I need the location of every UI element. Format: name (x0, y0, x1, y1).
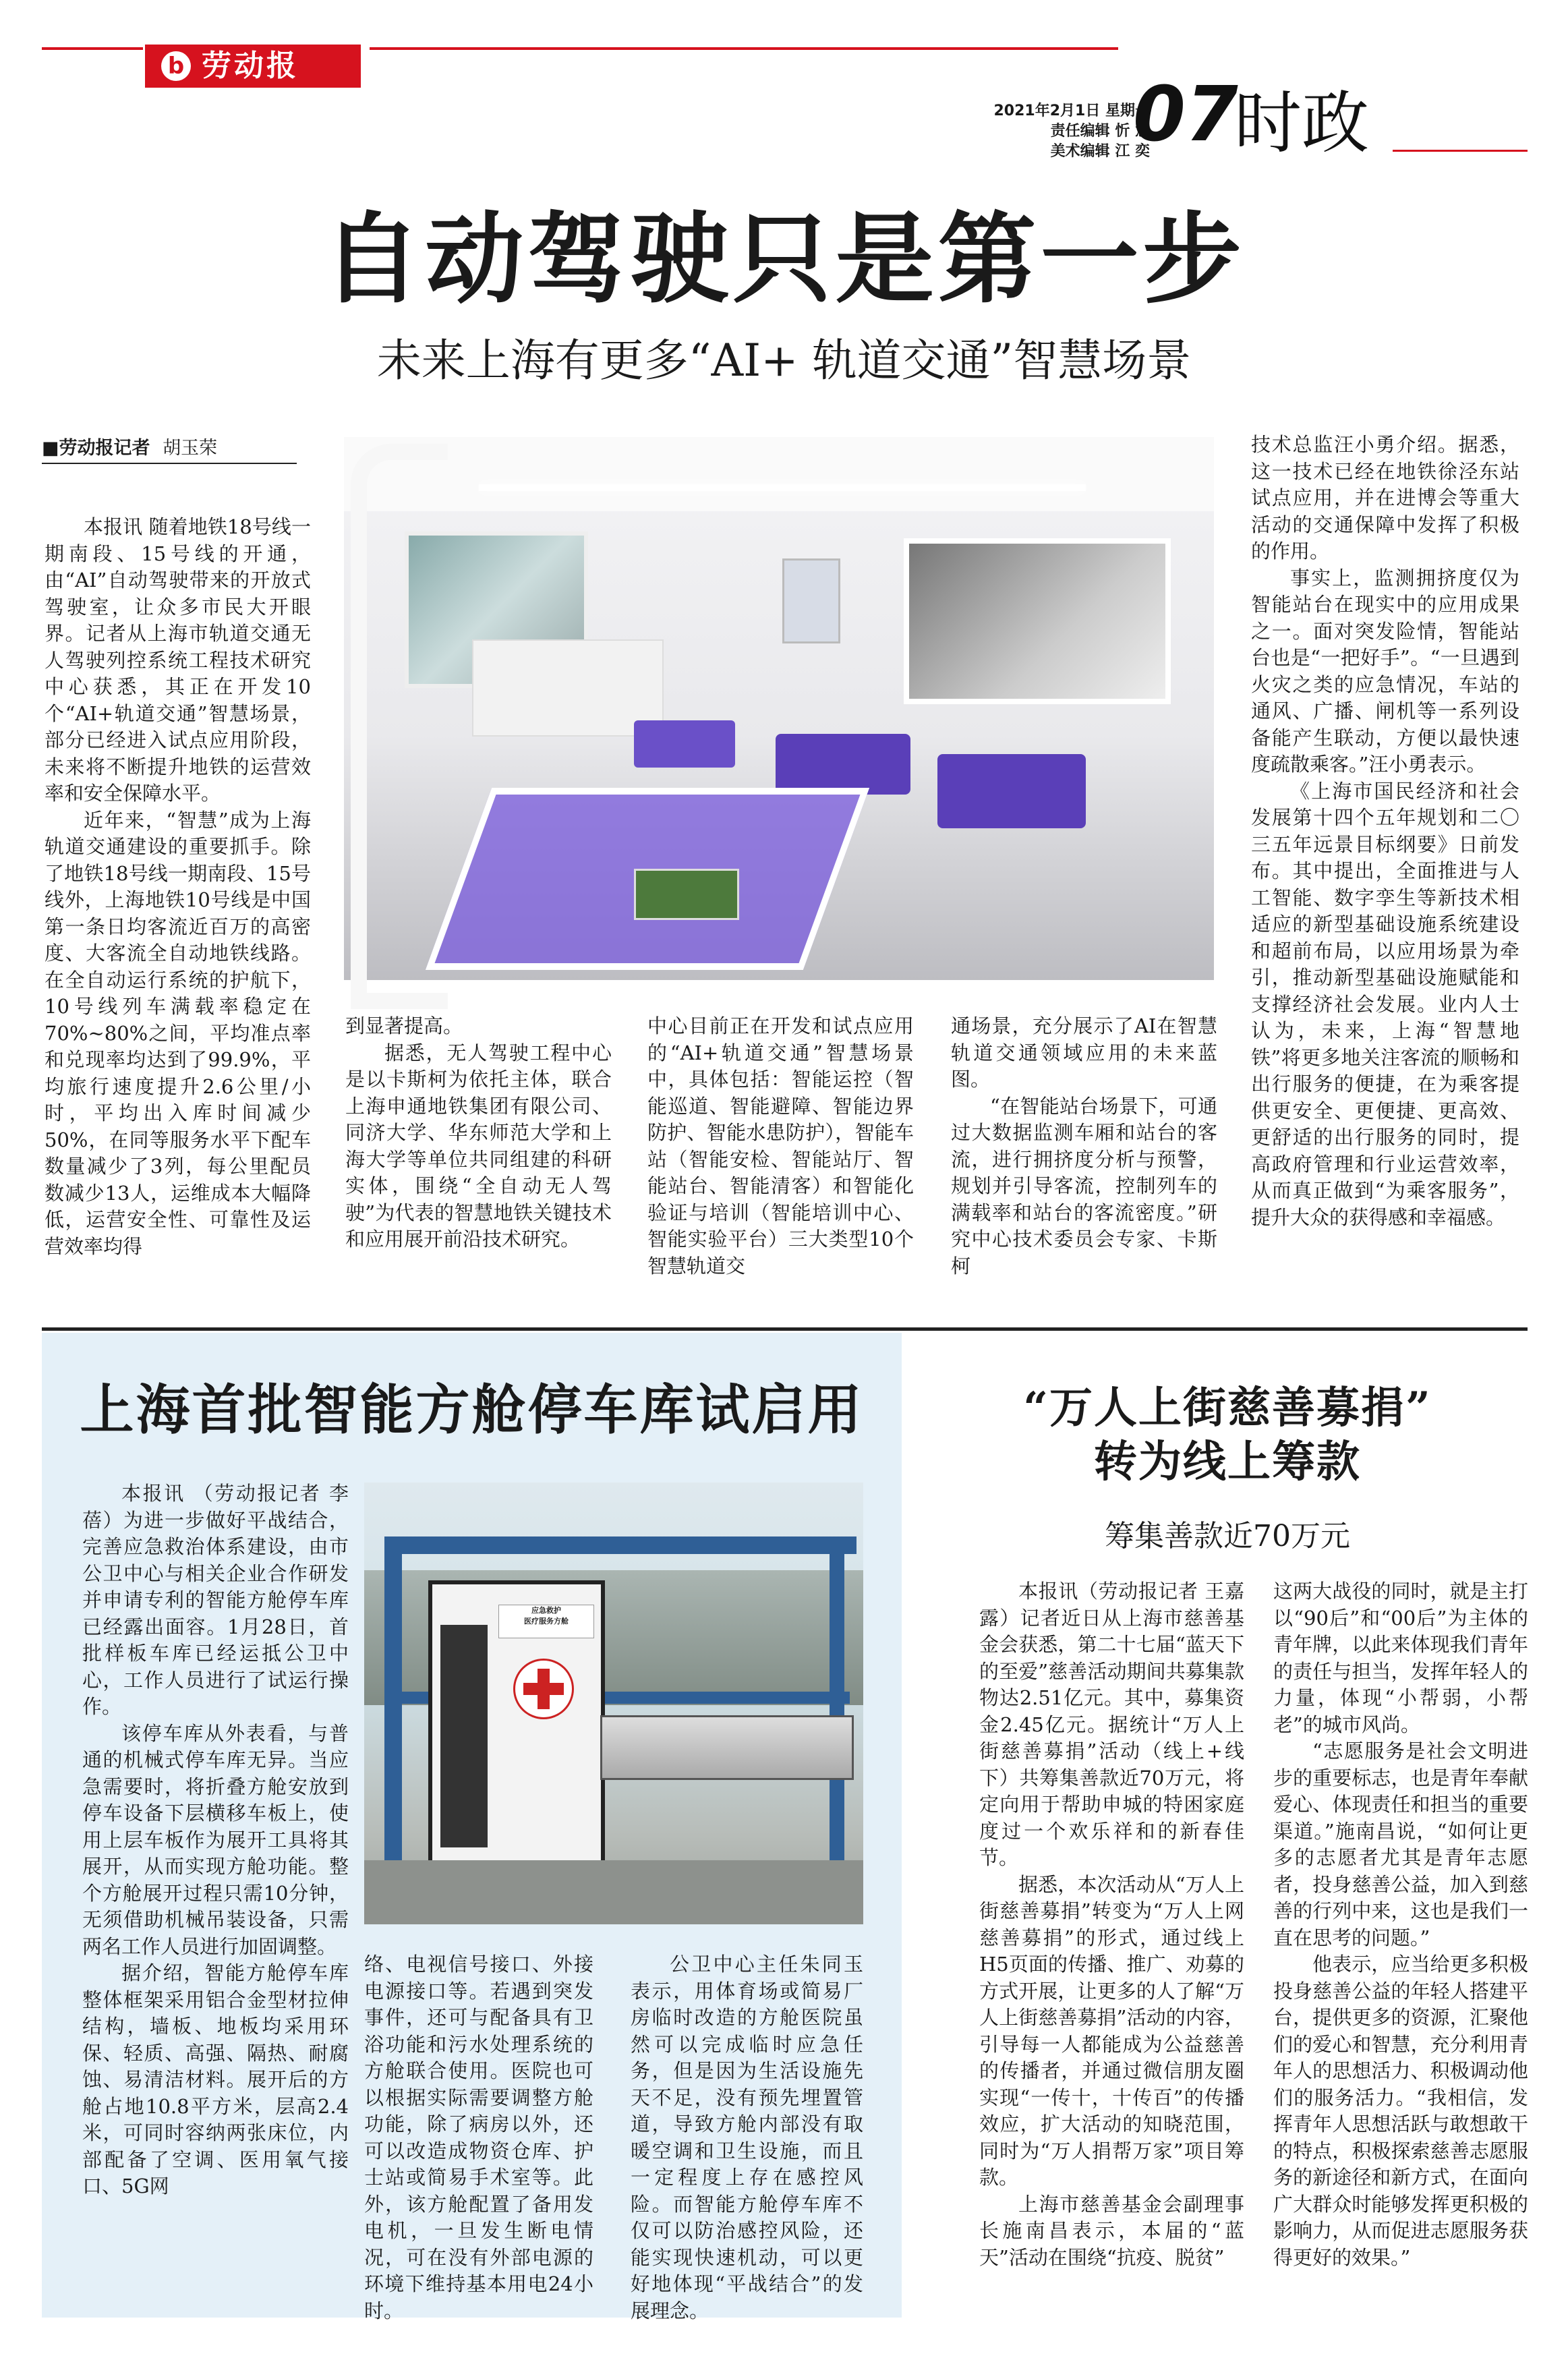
article2-col1-para: 该停车库从外表看，与普通的机械式停车库无异。当应急需要时，将折叠方舱安放到停车设备下层横移车板上，使用上层车板作为展开工具将其展开，从而实现方舱功能。整个方舱展开过程只需10分钟，无须借助机械吊装设备，只需两名工作人员进行加固调整。 (82, 1721, 349, 1958)
cabin-garage-photo (364, 1483, 863, 1924)
bench-purple-3 (634, 720, 735, 768)
article2-col1 (82, 1481, 349, 2293)
article1-col3-para: 中心目前正在开发和试点应用的“AI+轨道交通”智慧场景中，具体包括：智能运控（智能巡道、智能避障、智能边界防护、智能水患防护），智能车站（智能安检、智能站厅、智能站台、智能清客）和智能化验证与培训（智能培训中心、智能实验平台）三大类型10个智慧轨道交 (647, 1014, 914, 1277)
article1-col4-para: “在智能站台场景下，可通过大数据监测车厢和站台的客流，进行拥挤度分析与预警，规划并引导客流，控制列车的满载率和站台的客流密度。”研究中心技术委员会专家、卡斯柯 (951, 1094, 1217, 1277)
article3-col2-para: “志愿服务是社会文明进步的重要标志，也是青年奉献爱心、体现责任和担当的重要渠道。”施南昌说，“如何让更多的志愿者尤其是青年志愿者，投身慈善公益，加入到慈善的行列中来，这也是我们一直在思考的问题。” (1273, 1740, 1528, 1949)
article2-col1-para: 本报讯 （劳动报记者 李蓓）为进一步做好平战结合，完善应急救治体系建设，由市公卫中心与相关企业合作研发并申请专利的智能方舱停车库已经露出面容。1月28日，首批样板车库已经运抵公卫中心，工作人员进行了试运行操作。 (82, 1482, 349, 1718)
byline-label: ■劳动报记者 (42, 438, 150, 459)
article3-headline (931, 1381, 1524, 1489)
steel-frame-post-left (384, 1536, 402, 1887)
article2-col2-para: 络、电视信号接口、外接电源接口等。若遇到突发事件，还可与配备具有卫浴功能和污水处理系统的方舱联合使用。医院也可以根据实际需要调整方舱功能，除了病房以外，还可以改造成物资仓库、护士站或简易手术室等。此外，该方舱配置了备用发电机，一旦发生断电情况，可在没有外部电源的环境下维持基本用电24小时。 (364, 1953, 593, 2322)
article1-col1-para: 近年来，“智慧”成为上海轨道交通建设的重要抓手。除了地铁18号线一期南段、15号线外，上海地铁10号线是中国第一条日均客流近百万的高密度、大客流全自动地铁线路。在全自动运行系统的护航下，10号线列车满载率稳定在70%~80%之间，平均准点率和兑现率均达到了99.9%，平均旅行速度提升2.6公里/小时，平均出入库时间减少50%，在同等服务水平下配车数量减少了3列，每公里配员数减少13人，运维成本大幅降低，运营安全性、可靠性及运营效率均得 (45, 808, 311, 1258)
article1-col5 (1251, 432, 1519, 1278)
article1-col1-para: 本报讯 随着地铁18号线一期南段、15号线的开通，由“AI”自动驾驶带来的开放式驾驶室，让众多市民大开眼界。记者从上海市轨道交通无人驾驶列控系统工程技术研究中心获悉，其正在开发10个“AI+轨道交通”智慧场景，部分已经进入试点应用阶段，未来将不断提升地铁的运营效率和安全保障水平。 (45, 515, 311, 805)
article1-col5-para: 《上海市国民经济和社会发展第十四个五年规划和二〇三五年远景目标纲要》日前发布。其中提出，全面推进与人工智能、数字孪生等新技术相适应的新型基础设施系统建设和超前布局，以应用场景为牵引，推动新型基础设施赋能和支撑经济社会发展。业内人士认为，未来，上海“智慧地铁”将更多地关注客流的顺畅和出行服务的便捷，在为乘客提供更安全、更便捷、更高效、更舒适的出行服务的同时，提高政府管理和行业运营效率，从而真正做到“为乘客服务”，提升大众的获得感和幸福感。 (1251, 779, 1519, 1229)
art-editor: 美术编辑 江 奕 (1050, 143, 1150, 160)
article3-headline-line1: “万人上街慈善募捐” (1023, 1383, 1432, 1433)
top-red-rule (42, 47, 143, 50)
byline-name: 胡玉荣 (163, 438, 218, 459)
article1-subheadline: 未来上海有更多“AI+ 轨道交通”智慧场景 (376, 335, 1192, 386)
article1-col5-para: 事实上，监测拥挤度仅为智能站台在现实中的应用成果之一。面对突发险情，智能站台也是“一把好手”。“一旦遇到火灾之类的应急情况，车站的通风、广播、闸机等一系列设备能产生联动，方便以最快速度疏散乘客。”汪小勇表示。 (1251, 566, 1519, 776)
article1-col5-para: 技术总监汪小勇介绍。据悉，这一技术已经在地铁徐泾东站试点应用，并在进博会等重大活动的交通保障中发挥了积极的作用。 (1251, 433, 1519, 563)
article2-col3 (631, 1951, 863, 2322)
light-strip (479, 484, 1086, 491)
article3-col1-para: 上海市慈善基金会副理事长施南昌表示，本届的“蓝天”活动在围绕“抗疫、脱贫” (979, 2192, 1244, 2269)
article1-headline: 自动驾驶只是第一步 (322, 202, 1246, 317)
cabin-booth (428, 1580, 605, 1878)
top-red-rule-right (370, 47, 1118, 50)
ground (364, 1860, 863, 1924)
article3-col1-para: 据悉，本次活动从“万人上街慈善募捐”转变为“万人上网慈善募捐”的形式，通过线上H5页面的传播、推广、劝募的方式开展，让更多的人了解“万人上街慈善募捐”活动的内容，引导每一人都能成为公益慈善的传播者，并通过微信朋友圈实现“一传十，十传百”的传播效应，扩大活动的知晓范围，同时为“万人捐帮万家”项目筹款。 (979, 1872, 1244, 2189)
article1-byline (42, 437, 297, 464)
circuit-board (634, 869, 739, 920)
article2-headline: 上海首批智能方舱停车库试启用 (80, 1378, 864, 1441)
article1-col1 (45, 514, 311, 1276)
article3-col2-para: 这两大战役的同时，就是主打以“90后”和“00后”为主体的青年牌，以此来体现我们青年的责任与担当，发挥年轻人的力量，体现“小帮弱，小帮老”的城市风尚。 (1273, 1580, 1528, 1736)
arch-left (351, 444, 448, 1009)
steel-frame-post-right (830, 1536, 844, 1887)
article1-col2 (345, 1013, 612, 1280)
steel-frame-top (384, 1536, 856, 1554)
red-cross-icon (513, 1659, 574, 1719)
article3-headline-line2: 转为线上筹款 (1094, 1437, 1361, 1487)
article1-col4-para: 通场景，充分展示了AI在智慧轨道交通领域应用的未来蓝图。 (951, 1014, 1217, 1091)
ceiling (344, 437, 1214, 511)
bench-purple-2 (937, 754, 1086, 828)
article3-subheadline: 筹集善款近70万元 (1105, 1519, 1350, 1553)
booth-sign: 应急救护 医疗服务方舱 (498, 1605, 594, 1638)
responsible-editor: 责任编辑 忻 意 (1050, 123, 1150, 140)
bench-purple-1 (776, 734, 910, 795)
article1-col4 (951, 1013, 1217, 1280)
article3-col1-para: 本报讯（劳动报记者 王嘉露）记者近日从上海市慈善基金会获悉，第二十七届“蓝天下的至爱”慈善活动期间共募集款物达2.51亿元。其中，募集资金2.45亿元。据统计“万人上街慈善募捐”活动（线上+线下）共筹集善款近70万元，将定向用于帮助申城的特困家庭度过一个欢乐祥和的新春佳节。 (979, 1580, 1244, 1869)
issue-info (948, 101, 1150, 162)
wall-poster (782, 558, 840, 643)
wall-panel-right (904, 538, 1171, 704)
paper-logo (145, 45, 361, 88)
article3-col2-para: 他表示，应当给更多积极投身慈善公益的年轻人搭建平台，提供更多的资源，汇聚他们的爱心和智慧，充分利用青年人的思想活力、积极调动他们的服务活力。“我相信，发挥青年人思想活跃与敢想敢干的特点，积极探索慈善志愿服务的新途径和新方式，在面向广大群众时能够发挥更积极的影响力，从而促进志愿服务获得更好的效果。” (1273, 1953, 1528, 2269)
article2-col2 (364, 1951, 593, 2322)
top-red-rule-far-right (1393, 150, 1528, 152)
booth-door (440, 1625, 488, 1847)
paper-name: 劳动报 (202, 49, 299, 83)
section-divider (42, 1327, 1528, 1331)
article1-col2-para: 据悉，无人驾驶工程中心是以卡斯柯为依托主体，联合上海申通地铁集团有限公司、同济大学、华东师范大学和上海大学等单位共同组建的科研实体，围绕“全自动无人驾驶”为代表的智慧地铁关键技术和应用展开前沿技术研究。 (345, 1041, 612, 1251)
article1-col2-para: 到显著提高。 (345, 1014, 463, 1037)
section-title: 时政 (1234, 84, 1369, 163)
article2-col3-para: 公卫中心主任朱同玉表示，用体育场或简易厂房临时改造的方舱医院虽然可以完成临时应急任务，但是因为生活设施先天不足，没有预先埋置管道，导致方舱内部没有取暖空调和卫生设施，而且一定程度上存在感控风险。而智能方舱停车库不仅可以防治感控风险，还能实现快速机动，可以更好地体现“平战结合”的发展理念。 (631, 1953, 863, 2322)
article2-col1-para: 据介绍，智能方舱停车库整体框架采用铝合金型材拉伸结构，墙板、地板均采用环保、轻质、高强、隔热、耐腐蚀、易清洁材料。展开后的方舱占地10.8平方米，层高2.4米，可同时容纳两张床位，内部配备了空调、医用氧气接口、5G网 (82, 1961, 349, 2197)
smart-station-photo (344, 437, 1214, 980)
article3-col1 (979, 1578, 1244, 2320)
page-number: 07 (1133, 71, 1238, 159)
parking-platform (600, 1715, 854, 1780)
logo-mark-icon: b (161, 51, 191, 81)
issue-date: 2021年2月1日 星期一 (993, 103, 1150, 119)
article1-col3 (647, 1013, 914, 1280)
article3-col2 (1273, 1578, 1528, 2320)
